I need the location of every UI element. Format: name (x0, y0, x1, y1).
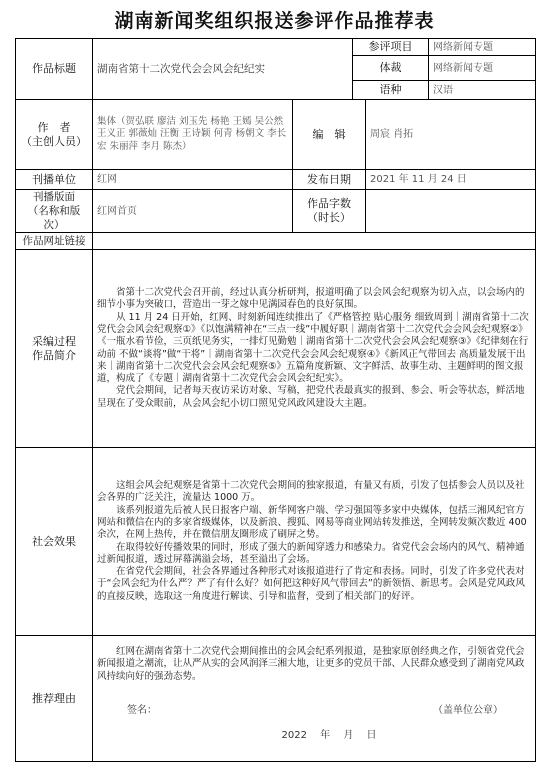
author-value: 集体（贺弘联 廖洁 刘玉先 杨艳 王嫣 吴公然 王义正 郭薇灿 汪衡 王诗颖 何青 杨朝文 李长宏 朱丽萍 李月 陈杰） (93, 100, 293, 170)
genre-value: 网络新闻专题 (429, 56, 536, 81)
work-title-label: 作品标题 (16, 39, 93, 100)
reason-content (93, 636, 536, 762)
publisher-value: 红网 (93, 170, 293, 190)
date-day: 日 (366, 729, 377, 741)
layout-value: 红网首页 (93, 190, 293, 233)
stamp-label: （盖单位公章） (433, 704, 503, 716)
genre-label: 体裁 (353, 56, 429, 81)
effect-paragraph: 这组会风会纪观察是省第十二次党代会期间的独家报道，有量又有质，引发了包括参会人员以及社会各界的广泛关注，流量达 1000 万。 (97, 480, 525, 504)
publish-date-label: 发布日期 (293, 170, 366, 190)
recommendation-table (15, 38, 536, 762)
language-value: 汉语 (429, 81, 536, 100)
reason-paragraph: 红网在湖南省第十二次党代会期间推出的会风会纪系列报道，是独家原创经典之作，引领省党代会新闻报道之潮流，让从严从实的会风润泽三湘大地，让更多的党员干部、人民群众感受到了湖南党风政风持续向好的强劲态势。 (97, 646, 525, 682)
editor-label: 编 辑 (293, 100, 366, 170)
work-title-value: 湖南省第十二次党代会会风会纪纪实 (93, 39, 353, 100)
process-paragraph: 省第十二次党代会召开前，经过认真分析研判，报道明确了以会风会纪观察为切入点，以会场内的细节小事为突破口，营造出一芽之嫁中见满园春色的良好氛围。 (97, 287, 525, 311)
language-label: 语种 (353, 81, 429, 100)
date-month: 月 (343, 729, 354, 741)
signature-row (97, 701, 531, 716)
publish-date-value: 2021 年 11 月 24 日 (366, 170, 536, 190)
word-count-label: 作品字数 （时长） (293, 190, 366, 233)
process-label: 采编过程 作品简介 (16, 250, 93, 448)
effect-content (93, 448, 536, 636)
date-year: 2022 年 (281, 729, 331, 741)
url-label: 作品网址链接 (16, 233, 93, 250)
word-count-value (366, 190, 536, 233)
publisher-label: 刊播单位 (16, 170, 93, 190)
category-value: 网络新闻专题 (429, 39, 536, 56)
signature-label: 签名： (127, 704, 157, 716)
reason-label: 推荐理由 (16, 636, 93, 762)
url-value[interactable] (93, 233, 536, 250)
effect-paragraph: 该系列报道先后被人民日报客户端、新华网客户端、学习强国等多家中央媒体，包括三湘风纪官方网站和微信在内的多家省级媒体，以及新浪、搜狐、网易等商业网站转发推送，全网转发频次数近 400 余次，在网上热传，并在微信朋友圈形成了刷屏之势。 (97, 504, 527, 541)
category-label: 参评项目 (353, 39, 429, 56)
effect-paragraph: 在省党代会期间，社会各界通过各种形式对该报道进行了肯定和表扬。同时，引发了许多党代表对于“会风会纪为什么严？严了有什么好？如何把这种好风气带回去”的新领悟、新思考。会风是党风政风的直接反映，选取这一角度进行解读、引导和监督，受到了相关部门的好评。 (97, 566, 525, 602)
date-row (97, 726, 531, 741)
layout-label: 刊播版面 （名称和版次） (16, 190, 93, 233)
page-title: 湖南新闻奖组织报送参评作品推荐表 (114, 10, 435, 32)
process-content (93, 250, 536, 448)
editor-value: 周宸 肖拓 (366, 100, 536, 170)
process-paragraph: 党代会期间，记者每天夜访采访对象、写稿，把党代表最真实的报到、参会、听会等状态，鲜活地呈现在了受众眼前，从会风会纪小切口照见党风政风建设大主题。 (97, 385, 525, 409)
process-paragraph: 从 11 月 24 日开始，红网、时刻新闻连续推出了《严格管控 贴心服务 细致周到｜湖南省第十二次党代会会风会纪观察①》《以饱满精神在“三点一线”中履好职｜湖南省第十二次党代会会风会纪观察②》《一瓶水看节俭，三页纸见务实，一排灯见勤勉｜湖南省第十二次党代会会风会纪观察③》《纪律刻在行动前 不做“谈将”做“干将”｜湖南省第十二次党代会会风会纪观察④》《新风正气带回去 高质量发展干出来｜湖南省第十二次党代会会风会纪观察⑤》五篇角度新颖、文字鲜活、故事生动、主题鲜明的图文报道，构成了《专题｜湖南省第十二次党代会会风会纪纪实》。 (97, 311, 529, 385)
effect-label: 社会效果 (16, 448, 93, 636)
author-label: 作 者 （主创人员） (16, 100, 93, 170)
effect-paragraph: 在取得较好传播效果的同时，形成了强大的新闻穿透力和感染力。省党代会会场内的风气、精神通过新闻报道，透过屏幕满溢会场，甚至溢出了会场。 (97, 541, 525, 565)
